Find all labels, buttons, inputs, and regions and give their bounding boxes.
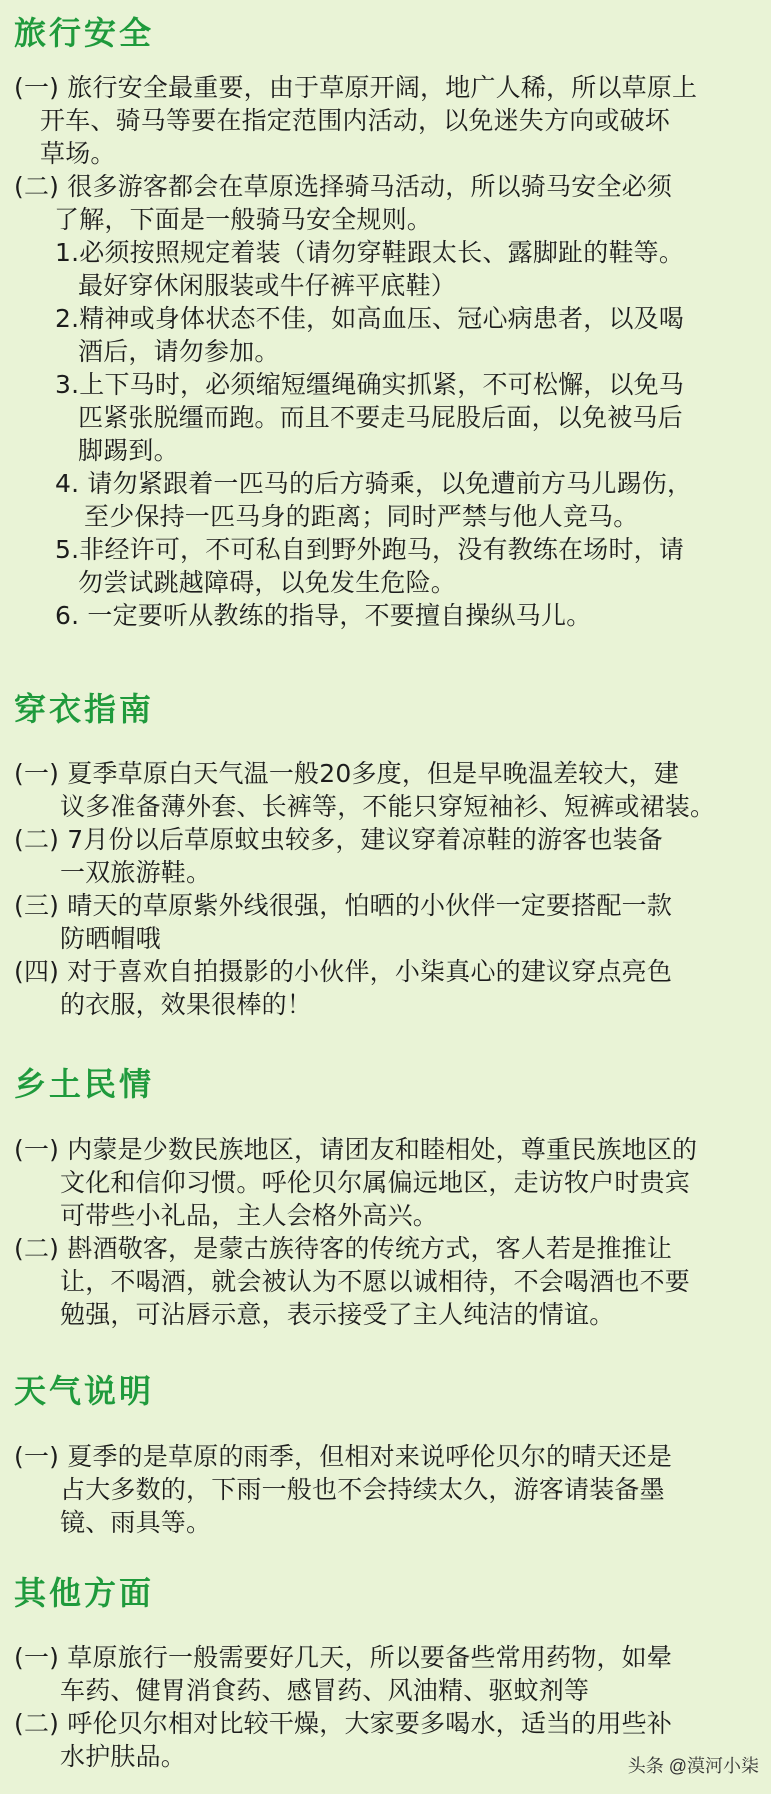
paragraph-line: 车药、健胃消食药、感冒药、风油精、驱蚊剂等 (60, 1676, 590, 1705)
paragraph-line: (三) 晴天的草原紫外线很强，怕晒的小伙伴一定要搭配一款 (14, 891, 673, 920)
list-item-line: 5.非经许可，不可私自到野外跑马，没有教练在场时，请 (55, 535, 685, 564)
paragraph-line: 勉强，可沾唇示意，表示接受了主人纯洁的情谊。 (60, 1300, 615, 1329)
paragraph-line: (一) 内蒙是少数民族地区，请团友和睦相处，尊重民族地区的 (14, 1135, 698, 1164)
list-item-line: 脚踢到。 (78, 436, 179, 465)
section-title-local-customs: 乡土民情 (14, 1065, 155, 1103)
list-item-line: 2.精神或身体状态不佳，如高血压、冠心病患者，以及喝 (55, 304, 685, 333)
paragraph-line: (一) 草原旅行一般需要好几天，所以要备些常用药物，如晕 (14, 1643, 673, 1672)
paragraph-line: 议多准备薄外套、长裤等，不能只穿短袖衫、短裤或裙装。 (60, 792, 716, 821)
paragraph-line: 镜、雨具等。 (60, 1508, 212, 1537)
paragraph-line: 防晒帽哦 (60, 924, 161, 953)
paragraph-line: 可带些小礼品，主人会格外高兴。 (60, 1201, 439, 1230)
paragraph-line: (二) 斟酒敬客，是蒙古族待客的传统方式，客人若是推推让 (14, 1234, 673, 1263)
paragraph-line: 占大多数的，下雨一般也不会持续太久，游客请装备墨 (60, 1475, 665, 1504)
list-item-line: 勿尝试跳越障碍，以免发生危险。 (78, 568, 457, 597)
paragraph-line: 一双旅游鞋。 (60, 858, 212, 887)
paragraph-line: 了解，下面是一般骑马安全规则。 (54, 205, 433, 234)
section-title-clothing-guide: 穿衣指南 (14, 690, 155, 728)
paragraph-line: (四) 对于喜欢自拍摄影的小伙伴，小柒真心的建议穿点亮色 (14, 957, 673, 986)
list-item-line: 匹紧张脱缰而跑。而且不要走马屁股后面，以免被马后 (78, 403, 683, 432)
paragraph-line: (一) 旅行安全最重要，由于草原开阔，地广人稀，所以草原上 (14, 73, 698, 102)
paragraph-line: 让，不喝酒，就会被认为不愿以诚相待，不会喝酒也不要 (60, 1267, 691, 1296)
list-item-line: 最好穿休闲服装或牛仔裤平底鞋） (78, 271, 457, 300)
list-item-line: 4. 请勿紧跟着一匹马的后方骑乘，以免遭前方马儿踢伤， (55, 469, 693, 498)
paragraph-line: (一) 夏季草原白天气温一般20多度，但是早晚温差较大，建 (14, 759, 680, 788)
paragraph-line: (二) 很多游客都会在草原选择骑马活动，所以骑马安全必须 (14, 172, 673, 201)
paragraph-line: (一) 夏季的是草原的雨季，但相对来说呼伦贝尔的晴天还是 (14, 1442, 673, 1471)
list-item-line: 1.必须按照规定着装（请勿穿鞋跟太长、露脚趾的鞋等。 (55, 238, 685, 267)
list-item-line: 酒后，请勿参加。 (78, 337, 280, 366)
paragraph-line: 的衣服，效果很棒的！ (60, 990, 313, 1019)
paragraph-line: 草场。 (40, 139, 116, 168)
section-title-travel-safety: 旅行安全 (14, 14, 155, 52)
paragraph-line: (二) 呼伦贝尔相对比较干燥，大家要多喝水，适当的用些补 (14, 1709, 673, 1738)
section-title-weather: 天气说明 (14, 1372, 155, 1410)
paragraph-line: (二) 7月份以后草原蚊虫较多，建议穿着凉鞋的游客也装备 (14, 825, 663, 854)
list-item-line: 至少保持一匹马身的距离；同时严禁与他人竞马。 (84, 502, 639, 531)
section-title-other: 其他方面 (14, 1574, 155, 1612)
watermark-text: 头条 @漠河小柒 (627, 1756, 759, 1776)
paragraph-line: 水护肤品。 (60, 1742, 187, 1771)
list-item-line: 3.上下马时，必须缩短缰绳确实抓紧，不可松懈，以免马 (55, 370, 685, 399)
paragraph-line: 文化和信仰习惯。呼伦贝尔属偏远地区，走访牧户时贵宾 (60, 1168, 691, 1197)
paragraph-line: 开车、骑马等要在指定范围内活动，以免迷失方向或破坏 (40, 106, 671, 135)
list-item-line: 6. 一定要听从教练的指导，不要擅自操纵马儿。 (55, 601, 592, 630)
